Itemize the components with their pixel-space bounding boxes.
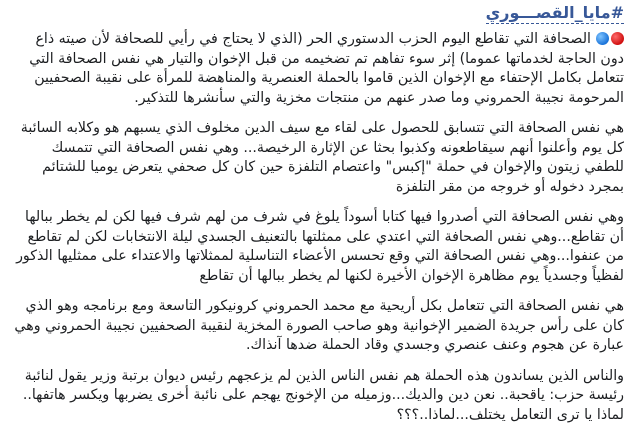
blue-circle-icon [596,32,609,45]
post-paragraph-2 [8,119,624,197]
hashtag-link[interactable]: #مايا_القصـــوري [486,3,624,24]
post-paragraph-5 [8,367,624,425]
paragraph-text: هي نفس الصحافة التي تتعامل بكل أريحية مع محمد الحمروني كرونيكور التاسعة ومع برنامجه وهو الذي كان على رأس جريدة الضمير الإخوانية وهو صاحب الصورة المخزية لنقيبة الصحفيين نجيبة الحمروني وهي عبارة عن هجوم وعنف عنصري وجسدي وقاد الحملة ضدها آنذاك. [14,298,624,353]
post-paragraph-4 [8,297,624,356]
paragraph-text: هي نفس الصحافة التي تتسابق للحصول على لقاء مع سيف الدين مخلوف الذي يسبهم هو وكلابه السائبة كل يوم وأعلنوا أنهم سيقاطعونه وكذبوا بحثا عن الإثارة الرخيصة... وهي نفس الصحافة التي تتمسك للطفي زيتون والإخوان في حملة "إكبس" واعتصام التلفزة حين كان كل صحفي يتعرض يوميا للشتائم بمجرد دخوله أو خروجه من مقر التلفزة [21,120,624,195]
paragraph-text: وهي نفس الصحافة التي أصدروا فيها كتابا أسوداً يلوغ في شرف من لهم شرف فيها لكن لم يخطر ببالها أن تقاطع...وهي نفس الصحافة التي اعتدي على ممثلتها بالتعنيف الجسدي ليلة الانتخابات لكن لم تقاطع من عنفوا...وهي نفس الصحافة التي وقع تحسس الأعضاء التناسلية لممثلاتها والاعتداء على ممثليها الذكور لفظياً وجسدياً يوم مظاهرة الإخوان الأخيرة لكنها لم يخطر ببالها أن تقاطع [16,209,624,284]
paragraph-text: والناس الذين يساندون هذه الحملة هم نفس الناس الذين لم يزعجهم رئيس ديوان برتبة وزير يقول لنائبة رئيسة حزب: ياقحبة.. نعن دين والديك...وزميله من الإخونج يهجم على نائبة أخرى يضربها ويكسر هاتفها.. لماذا يا ترى التعامل يختلف...لماذا..؟؟؟ [23,368,624,423]
post-header [8,0,624,30]
red-circle-icon [611,32,624,45]
paragraph-text: الصحافة التي تقاطع اليوم الحزب الدستوري الحر (الذي لا يحتاج في رأيي للصحافة لأن صيته ذاع دون الحاجة لخدماتها عموما) إثر سوء تفاهم تم تضخيمه من قبل الإخوان والتيار هي نفس الصحافة التي تتعامل بكامل الإحتفاء مع الإخوان الذين قاموا بالحملة العنصرية والمناهضة للمرأة على نقيبة الصحفيين المرحومة نجيبة الحمروني وما صدر عنهم من منتجات مخزية والتي سأنشرها للتذكير. [29,31,624,106]
post-paragraph-1 [8,30,624,108]
post-paragraph-3 [8,208,624,286]
